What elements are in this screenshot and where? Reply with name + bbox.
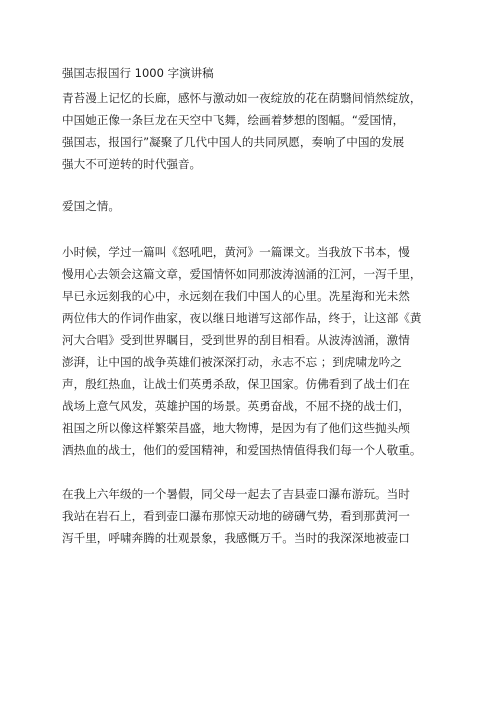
- text-line: 小时候，学过一篇叫《怒吼吧，黄河》一篇课文。当我放下书本，慢: [62, 245, 410, 259]
- document-title: 强国志报国行 1000 字演讲稿: [62, 66, 214, 80]
- text-line: 泻千里，呼啸奔腾的壮观景象，我感慨万千。当时的我深深地被壶口: [62, 531, 410, 545]
- text-line: 在我上六年级的一个暑假，同父母一起去了吉县壶口瀑布游玩。当时: [62, 487, 410, 501]
- document-page: [62, 66, 438, 549]
- section-heading-block: [62, 195, 438, 217]
- text-line: 声，殷红热血，让战士们英勇杀敌，保卫国家。仿佛看到了战士们在: [62, 377, 410, 391]
- text-line: 河大合唱》受到世界瞩目，受到世界的刮目相看。从波涛汹涌，激情: [62, 333, 410, 347]
- text-line: 强国志，报国行”凝聚了几代中国人的共同夙愿，奏响了中国的发展: [62, 135, 405, 149]
- text-line: 澎湃，让中国的战争英雄们被深深打动，永志不忘 ；到虎啸龙吟之: [62, 355, 402, 369]
- paragraph-gap: [62, 175, 438, 195]
- paragraph-gap: [62, 217, 438, 241]
- text-line: 我站在岩石上，看到壶口瀑布那惊天动地的磅礴气势，看到那黄河一: [62, 509, 410, 523]
- text-line: 祖国之所以像这样繁荣昌盛，地大物博，是因为有了他们这些抛头颅: [62, 421, 410, 435]
- text-line: 洒热血的战士，他们的爱国精神，和爱国热情值得我们每一个人敬重。: [62, 443, 422, 457]
- intro-paragraph: [62, 87, 438, 175]
- body-paragraph-1: [62, 241, 438, 461]
- text-line: 中国她正像一条巨龙在天空中飞舞，绘画着梦想的图幅。“爱国情，: [62, 113, 405, 127]
- text-line: 强大不可逆转的时代强音。: [62, 157, 202, 171]
- paragraph-gap: [62, 461, 438, 483]
- text-line: 早已永远刻我的心中，永远刻在我们中国人的心里。冼星海和光未然: [62, 289, 410, 303]
- text-line: 青苔漫上记忆的长廊，感怀与激动如一夜绽放的花在荫翳间悄然绽放，: [62, 91, 422, 105]
- text-line: 两位伟大的作词作曲家，夜以继日地谱写这部作品，终于，让这部《黄: [62, 311, 422, 325]
- section-heading: 爱国之情。: [62, 199, 120, 213]
- body-paragraph-2: [62, 483, 438, 549]
- text-line: 战场上意气风发，英雄护国的场景。英勇奋战，不屈不挠的战士们，: [62, 399, 410, 413]
- text-line: 慢用心去领会这篇文章，爱国情怀如同那波涛汹涌的江河，一泻千里，: [62, 267, 422, 281]
